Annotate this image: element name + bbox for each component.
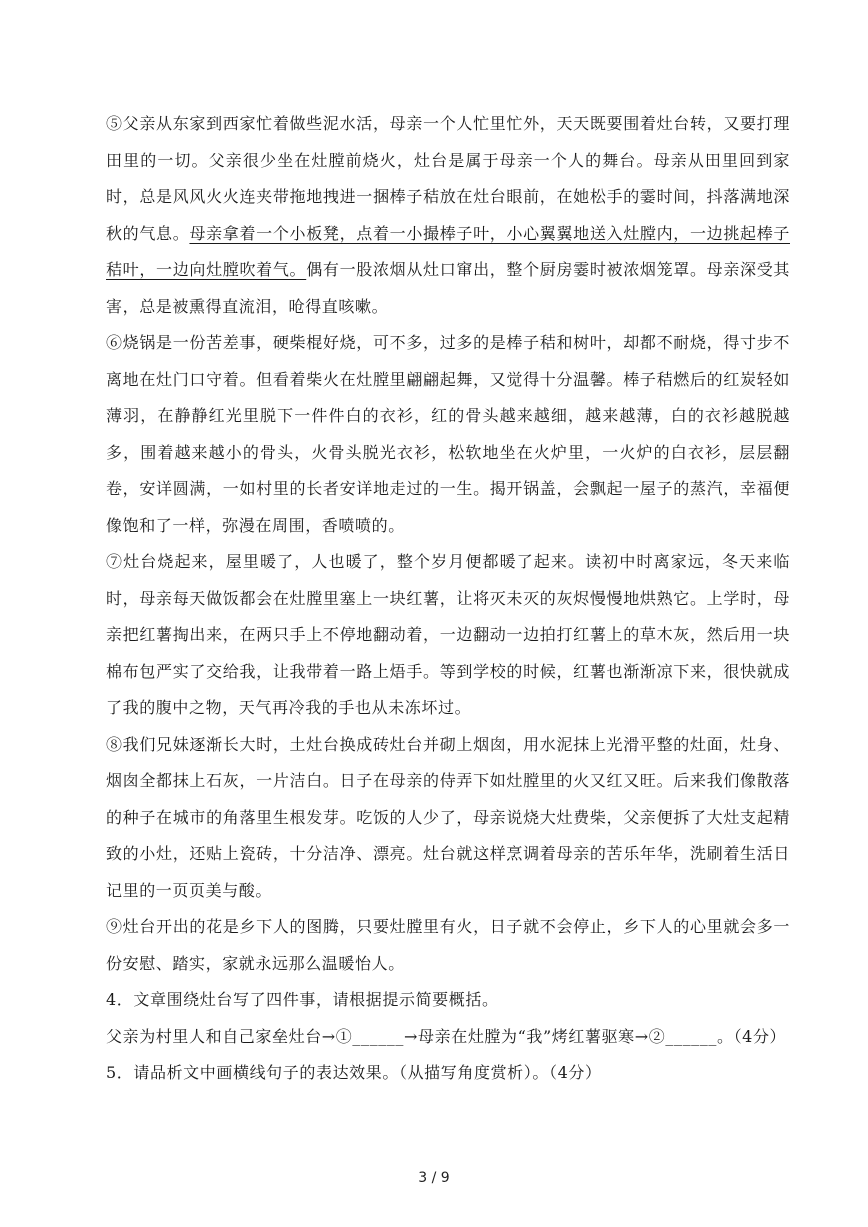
paragraph-8: ⑧我们兄妹逐渐长大时，土灶台换成砖灶台并砌上烟囱，用水泥抹上光滑平整的灶面，灶身、烟囱全都抹上石灰，一片洁白。日子在母亲的侍弄下如灶膛里的火又红又旺。后来我们像散落的种子在城市的角落里生根发芽。吃饭的人少了，母亲说烧大灶费柴，父亲便拆了大灶支起精致的小灶，还贴上瓷砖，十分洁净、漂亮。灶台就这样烹调着母亲的苦乐年华，洗刷着生活日记里的一页页美与酸。 [106, 734, 790, 900]
paragraph-6: ⑥烧锅是一份苦差事，硬柴棍好烧，可不多，过多的是棒子秸和树叶，却都不耐烧，得寸步不离地在灶门口守着。但看着柴火在灶膛里翩翩起舞，又觉得十分温馨。棒子秸燃后的红炭轻如薄羽，在静静红光里脱下一件件白的衣衫，红的骨头越来越细，越来越薄，白的衣衫越脱越多，围着越来越小的骨头，火骨头脱光衣衫，松软地坐在火炉里，一火炉的白衣衫，层层翻卷，安详圆满，一如村里的长者安详地走过的一生。揭开锅盖，会飘起一屋子的蒸汽，幸福便像饱和了一样，弥漫在周围，香喷喷的。 [106, 333, 790, 535]
page-number: 3 / 9 [418, 1170, 450, 1186]
question-5: 5．请品析文中画横线句子的表达效果。（从描写角度赏析）。（4分） [106, 1063, 602, 1082]
paragraph-7: ⑦灶台烧起来，屋里暖了，人也暖了，整个岁月便都暖了起来。读初中时离家远，冬天来临时，母亲每天做饭都会在灶膛里塞上一块红薯，让将灭未灭的灰烬慢慢地烘熟它。上学时，母亲把红薯掏出来，在两只手上不停地翻动着，一边翻动一边拍打红薯上的草木灰，然后用一块棉布包严实了交给我，让我带着一路上焐手。等到学校的时候，红薯也渐渐凉下来，很快就成了我的腹中之物，天气再冷我的手也从未冻坏过。 [106, 552, 790, 717]
paragraph-9: ⑨灶台开出的花是乡下人的图腾，只要灶膛里有火，日子就不会停止，乡下人的心里就会多一份安慰、踏实，家就永远那么温暖怡人。 [106, 917, 790, 973]
article-body [106, 106, 790, 1092]
question-4-title: 4．文章围绕灶台写了四件事，请根据提示简要概括。 [106, 990, 499, 1009]
question-4-prompt: 父亲为村里人和自己家垒灶台→①______→母亲在灶膛为“我”烤红薯驱寒→②______。（4分） [106, 1026, 787, 1046]
underlined-sentence: 母亲拿着一个小板凳，点着一小撮棒子叶，小心翼翼地送入灶膛内，一边挑起棒子秸叶，一边向灶膛吹着气。 [106, 223, 790, 279]
paragraph-5-text-after: 偶有一股浓烟从灶口窜出，整个厨房霎时被浓烟笼罩。母亲深受其害，总是被熏得直流泪，呛得直咳嗽。 [106, 260, 790, 316]
paragraph-5 [106, 106, 790, 325]
paragraph-5-text-before: ⑤父亲从东家到西家忙着做些泥水活，母亲一个人忙里忙外，天天既要围着灶台转，又要打理田里的一切。父亲很少坐在灶膛前烧火，灶台是属于母亲一个人的舞台。母亲从田里回到家时，总是风风火火连夹带拖地拽进一捆棒子秸放在灶台眼前，在她松手的霎时间，抖落满地深秋的气息。 [106, 114, 790, 243]
